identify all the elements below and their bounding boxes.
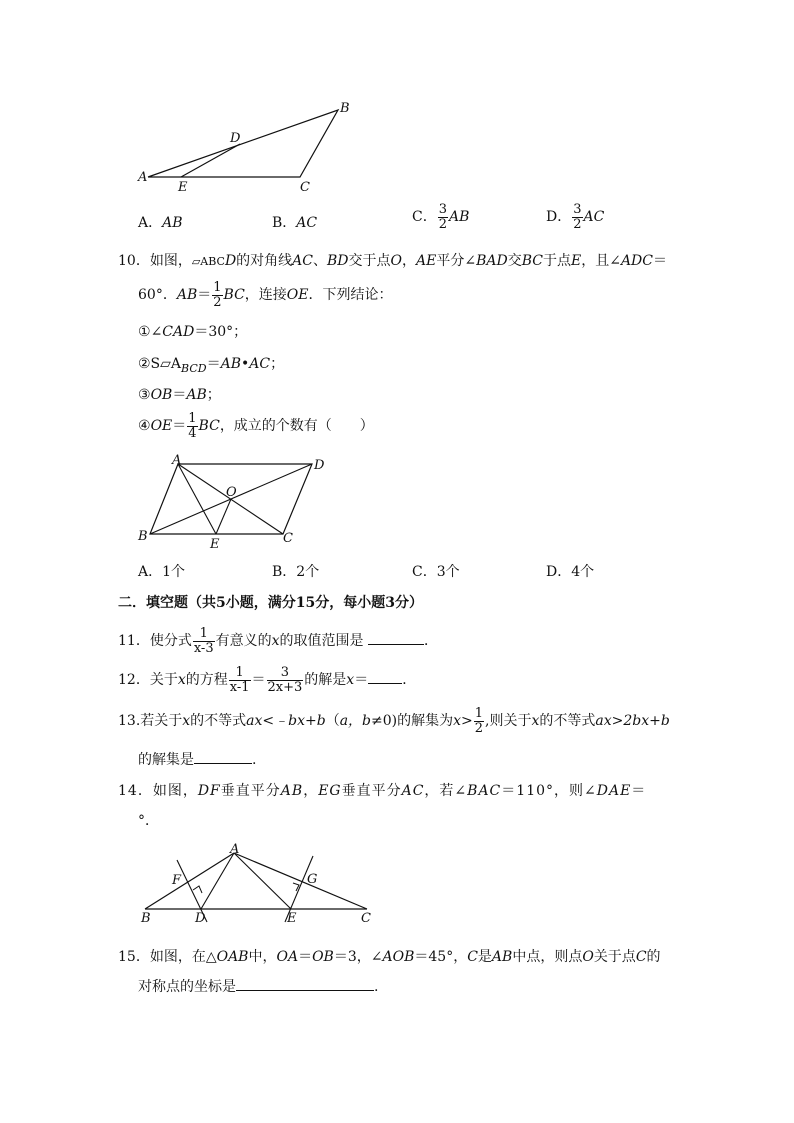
q9-option-b-letter: B． xyxy=(272,215,297,231)
q10-c3-ab: AB xyxy=(186,387,207,403)
q15-o: O xyxy=(582,949,594,965)
q12-x2: x xyxy=(346,672,355,689)
q12-fraction-2 xyxy=(267,666,304,694)
q10-c1-value: ＝30°； xyxy=(194,324,248,340)
q15-answer-blank[interactable] xyxy=(236,990,374,991)
q9-option-c-text: AB xyxy=(449,209,470,226)
q10-c2-shape: ▱A xyxy=(160,356,182,372)
q15-ab: AB xyxy=(491,949,513,965)
q13-inequality-2: ax>2bx+b xyxy=(595,713,670,730)
q10-segment-ae xyxy=(178,464,216,534)
q13-text-f: 的不等式 xyxy=(539,713,596,730)
q13-text-line2: 的解集是 xyxy=(138,752,194,768)
q14-ab: AB xyxy=(280,783,304,799)
q14-text-d: 垂直平分 xyxy=(341,783,402,799)
q10-c2-eq: ＝ xyxy=(206,356,221,372)
q13-x: x xyxy=(182,713,191,730)
q9-label-d: D xyxy=(230,131,241,146)
q10-sep: 、 xyxy=(313,253,327,269)
q14-ac: AC xyxy=(401,783,425,799)
q12-answer-blank[interactable] xyxy=(368,683,402,684)
q15-text-h: 的 xyxy=(646,949,661,965)
q10-option-b: B．2个 xyxy=(272,564,320,580)
q10-parallelogram-figure xyxy=(130,452,340,552)
q13-text-b: 的不等式 xyxy=(190,713,247,730)
q15-text-a: 15．如图，在△ xyxy=(118,949,217,965)
q15-text-f: 中点，则点 xyxy=(512,949,583,965)
q14-text-c: ， xyxy=(303,783,319,799)
q10-c4-eq: ＝ xyxy=(172,418,187,435)
q13-gt: > xyxy=(461,713,473,730)
q13-answer-blank[interactable] xyxy=(194,763,252,764)
q14-label-f: F xyxy=(172,873,182,888)
q10-c4-oe: OE xyxy=(150,418,173,435)
q9-segment-de xyxy=(181,144,240,177)
q11-den: x-3 xyxy=(193,640,214,656)
q10-c3-end: ； xyxy=(206,387,221,403)
q11-text-a: 11．使分式 xyxy=(118,633,192,650)
q10-label-e: E xyxy=(210,537,220,552)
q10-eq: ＝ xyxy=(652,253,667,269)
q11-x: x xyxy=(271,633,280,650)
q10-c4-num: 1 xyxy=(188,411,197,426)
q10-bd: BD xyxy=(327,253,349,269)
q13-text-e: ,则关于 xyxy=(485,713,532,730)
q9-option-a xyxy=(138,212,183,232)
q11-end: ． xyxy=(423,633,438,650)
q12-den1: x-1 xyxy=(229,679,250,695)
q10-parallelogram: ▱ABC xyxy=(191,255,225,268)
q13-den: 2 xyxy=(474,720,484,736)
q10-l2-num: 1 xyxy=(213,280,222,295)
q10-option-a: A．1个 xyxy=(138,564,186,580)
q10-c1-mark: ① xyxy=(138,324,151,340)
q10-conclusion-4 xyxy=(138,412,374,440)
q9-option-b xyxy=(272,212,317,232)
q15-line-2 xyxy=(138,976,378,996)
q9-option-d-fraction xyxy=(572,203,582,231)
q11-fraction xyxy=(193,627,215,655)
q12-end: ． xyxy=(402,672,417,689)
q10-l2-fraction xyxy=(212,281,222,309)
q9-option-a-letter: A． xyxy=(138,215,163,231)
q14-line-1 xyxy=(118,780,646,800)
q15-text-e: 是 xyxy=(477,949,492,965)
q11-text-c: 的取值范围是 xyxy=(279,633,368,650)
q12-x: x xyxy=(177,672,186,689)
q15-text-d: ＝45°， xyxy=(414,949,468,965)
q15-aob: AOB xyxy=(382,949,415,965)
q10-60: 60°． xyxy=(138,287,177,304)
q15-oa: OA xyxy=(276,949,299,965)
q10-l2-den: 2 xyxy=(213,294,222,310)
q9-option-c xyxy=(412,203,469,231)
q10-text-d: 交 xyxy=(507,253,522,269)
q13-num: 1 xyxy=(474,706,484,721)
q13-end: . xyxy=(252,752,257,768)
q14-label-g: G xyxy=(307,872,318,887)
q11-text-b: 有意义的 xyxy=(215,633,272,650)
q10-text-f: ，且∠ xyxy=(581,253,621,269)
q10-c2-sub: BCD xyxy=(181,361,207,375)
q14-text-a: 14．如图， xyxy=(118,783,198,799)
q10-text-b: 交于点 xyxy=(348,253,391,269)
q10-c2-ac: AC xyxy=(249,356,271,372)
q13-paren: （ xyxy=(325,713,340,730)
q9-option-c-letter: C． xyxy=(412,209,437,226)
q14-text-g: ＝ xyxy=(631,783,647,799)
q15-c: C xyxy=(467,949,478,965)
q10-text-e: 于点 xyxy=(542,253,571,269)
q10-c2-ab: AB xyxy=(220,356,241,372)
q12-eq2: ＝ xyxy=(354,672,369,689)
q15-text-b: 中， xyxy=(248,949,277,965)
q14-right-angle-f xyxy=(193,886,202,893)
q15-ob: OB xyxy=(312,949,334,965)
q9-option-b-text: AC xyxy=(296,215,318,231)
q15-c2: C xyxy=(635,949,647,965)
q14-label-d: D xyxy=(195,911,206,926)
q14-segment-ad xyxy=(201,853,234,909)
q10-conclusion-2 xyxy=(138,353,284,375)
q10-label-d: D xyxy=(314,458,325,473)
q10-label-a: A xyxy=(172,453,182,468)
section-2-title: 二．填空题（共5小题，满分15分，每小题3分） xyxy=(118,595,423,611)
q14-df: DF xyxy=(197,783,221,799)
q10-c3-mark: ③ xyxy=(138,387,151,403)
q9-option-c-den: 2 xyxy=(438,216,447,232)
q10-c3-ob: OB xyxy=(150,387,173,403)
q10-c3-eq: ＝ xyxy=(172,387,187,403)
q14-label-e: E xyxy=(287,911,297,926)
q10-label-o: O xyxy=(226,485,237,500)
q12-fraction-1 xyxy=(229,666,251,694)
q10-c4-fraction xyxy=(187,412,197,440)
q10-option-d: D．4个 xyxy=(546,564,595,580)
q9-label-b: B xyxy=(340,101,350,116)
q10-ae: AE xyxy=(416,253,437,269)
q15-text-c: ＝3，∠ xyxy=(333,949,383,965)
q10-o: O xyxy=(390,253,402,269)
q15-end: . xyxy=(374,979,379,995)
q12-den2: 2x+3 xyxy=(267,679,303,695)
q10-l2-conclusions: ．下列结论： xyxy=(308,287,393,304)
q9-label-c: C xyxy=(300,180,310,195)
q9-option-d-text: AC xyxy=(583,209,605,226)
q12-text-c: 的解是 xyxy=(304,672,347,689)
q10-label-b: B xyxy=(138,529,148,544)
q14-label-b: B xyxy=(141,911,151,926)
q9-label-a: A xyxy=(138,170,148,185)
q9-option-d-num: 3 xyxy=(573,202,582,217)
q15-text-g: 关于点 xyxy=(593,949,636,965)
q10-option-c: C．3个 xyxy=(412,564,460,580)
q14-eg: EG xyxy=(318,783,342,799)
q10-prefix: 10．如图， xyxy=(118,253,192,269)
q10-comma: ， xyxy=(402,253,416,269)
q9-triangle-figure xyxy=(130,98,370,198)
q11-line xyxy=(118,627,438,655)
q14-bac: BAC xyxy=(467,783,502,799)
q10-c2-end: ； xyxy=(270,356,285,372)
q9-option-a-text: AB xyxy=(162,215,183,231)
q10-bad: BAD xyxy=(476,253,508,269)
q13-line-2 xyxy=(138,749,256,769)
q14-label-c: C xyxy=(361,911,371,926)
q9-triangle-lines xyxy=(148,110,338,177)
q13-fraction xyxy=(474,707,484,735)
q10-conclusion-1 xyxy=(138,321,247,341)
q10-l2-bc: BC xyxy=(223,287,245,304)
q14-text-b: 垂直平分 xyxy=(220,783,281,799)
q14-side-ab xyxy=(145,853,234,909)
q13-x2: x xyxy=(453,713,462,730)
q11-num: 1 xyxy=(193,627,215,642)
q12-num2: 3 xyxy=(267,666,304,681)
q11-answer-blank[interactable] xyxy=(368,644,424,645)
q10-c1-cad: CAD xyxy=(162,324,195,340)
q10-c1-angle: ∠ xyxy=(150,324,163,340)
q15-line-1 xyxy=(118,946,661,966)
q10-line-1 xyxy=(118,250,667,270)
q14-label-a: A xyxy=(230,842,240,857)
q9-label-e: E xyxy=(178,180,188,195)
q10-c2-mark: ②S xyxy=(138,356,161,372)
q10-line-2 xyxy=(138,281,392,309)
q13-ab: a，b xyxy=(339,713,372,730)
q10-adc: ADC xyxy=(620,253,653,269)
q12-text-b: 的方程 xyxy=(185,672,228,689)
q10-text-a: 的对角线 xyxy=(236,253,293,269)
q13-inequality-1: ax<﹣bx+b xyxy=(246,713,326,730)
q14-text-f: ＝110°，则∠ xyxy=(501,783,597,799)
q12-text-a: 12．关于 xyxy=(118,672,178,689)
q10-c4-bc: BC xyxy=(198,418,220,435)
q14-triangle-figure xyxy=(135,842,375,932)
q14-dae: DAE xyxy=(596,783,632,799)
q13-text-a: 13.若关于 xyxy=(118,713,183,730)
q10-l2-oe: OE xyxy=(286,287,309,304)
q10-text-c: 平分∠ xyxy=(436,253,477,269)
q10-c2-dot: • xyxy=(240,356,250,372)
q12-line xyxy=(118,666,416,694)
q9-option-c-num: 3 xyxy=(438,202,447,217)
q9-option-d xyxy=(546,203,604,231)
q10-c4-den: 4 xyxy=(188,425,197,441)
q14-line-2: °． xyxy=(138,813,159,829)
q12-num1: 1 xyxy=(229,666,251,681)
q15-oab: OAB xyxy=(216,949,249,965)
q15-text-line2: 对称点的坐标是 xyxy=(138,979,236,995)
q10-l2-eq: ＝ xyxy=(197,287,212,304)
q10-e: E xyxy=(570,253,582,269)
q9-option-d-den: 2 xyxy=(573,216,582,232)
q9-option-c-fraction xyxy=(438,203,448,231)
q14-segment-ae xyxy=(234,853,291,909)
q10-l2-ab: AB xyxy=(176,287,198,304)
q12-eq: ＝ xyxy=(251,672,266,689)
q13-line-1 xyxy=(118,707,670,735)
q10-shape-d: D xyxy=(224,253,237,269)
q10-label-c: C xyxy=(283,531,293,546)
q14-side-ac xyxy=(234,853,367,909)
q15-eq1: ＝ xyxy=(298,949,313,965)
q10-conclusion-3 xyxy=(138,384,221,404)
q13-text-d: ≠0)的解集为 xyxy=(371,713,454,730)
q10-bc: BC xyxy=(521,253,543,269)
q13-x3: x xyxy=(531,713,540,730)
q14-text-e: ，若∠ xyxy=(424,783,468,799)
q10-ac: AC xyxy=(292,253,313,269)
q10-l2-connect: ，连接 xyxy=(244,287,287,304)
q10-c4-mark: ④ xyxy=(138,418,151,435)
q9-option-d-letter: D． xyxy=(546,209,572,226)
q10-c4-end: ，成立的个数有（ ） xyxy=(219,418,374,435)
